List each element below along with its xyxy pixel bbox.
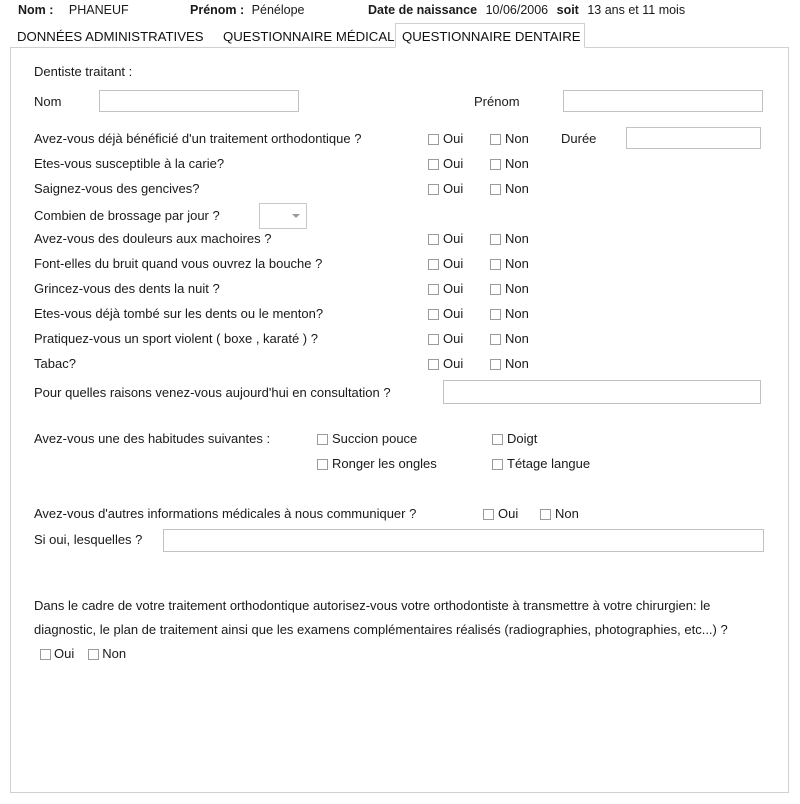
consent-no[interactable] (88, 642, 126, 666)
other-info-question: Avez-vous d'autres informations médicales à nous communiquer ? (34, 506, 417, 521)
brushing-select[interactable] (259, 203, 307, 229)
patient-prenom (190, 3, 305, 17)
checkbox-label: Succion pouce (332, 431, 418, 446)
question-label-8: Tabac? (34, 356, 76, 371)
checkbox-icon[interactable] (492, 459, 503, 470)
checkbox-icon[interactable] (88, 649, 99, 660)
checkbox-icon[interactable] (428, 159, 439, 170)
patient-header (0, 0, 800, 22)
checkbox-label: Non (505, 131, 529, 146)
question-label-5: Grincez-vous des dents la nuit ? (34, 281, 220, 296)
dentist-nom-input[interactable] (99, 90, 299, 112)
patient-nom-label: Nom : (18, 3, 54, 17)
checkbox-icon[interactable] (490, 134, 501, 145)
checkbox-label: Non (505, 306, 529, 321)
checkbox-icon[interactable] (490, 359, 501, 370)
patient-prenom-value: Pénélope (251, 3, 305, 17)
tab-questionnaire-medical[interactable] (216, 23, 401, 48)
chevron-down-icon (292, 214, 300, 218)
checkbox-icon[interactable] (428, 234, 439, 245)
question-label-2: Saignez-vous des gencives? (34, 181, 200, 196)
checkbox-icon[interactable] (490, 259, 501, 270)
checkbox-label: Non (505, 331, 529, 346)
checkbox-icon[interactable] (490, 309, 501, 320)
checkbox-icon[interactable] (317, 434, 328, 445)
checkbox-label: Non (505, 181, 529, 196)
consultation-label: Pour quelles raisons venez-vous aujourd'hui en consultation ? (34, 385, 391, 400)
question-5-yes[interactable] (428, 281, 463, 297)
checkbox-label: Oui (443, 306, 464, 321)
question-7-no[interactable] (490, 331, 529, 347)
checkbox-label: Oui (443, 331, 464, 346)
question-label-6: Etes-vous déjà tombé sur les dents ou le menton? (34, 306, 324, 321)
duration-input[interactable] (626, 127, 761, 149)
checkbox-icon[interactable] (490, 334, 501, 345)
tab-label: QUESTIONNAIRE MÉDICAL (223, 29, 395, 44)
consent-paragraph (34, 594, 764, 667)
tab-donnees-administratives[interactable] (10, 23, 211, 48)
other-info-no[interactable] (540, 506, 579, 522)
question-1-no[interactable] (490, 156, 529, 172)
checkbox-label: Oui (443, 131, 464, 146)
checkbox-icon[interactable] (428, 259, 439, 270)
checkbox-label: Oui (443, 256, 464, 271)
question-label-0: Avez-vous déjà bénéficié d'un traitement orthodontique ? (34, 131, 362, 146)
patient-birthdate (368, 3, 685, 17)
brushing-label: Combien de brossage par jour ? (34, 208, 220, 223)
question-0-no[interactable] (490, 131, 529, 147)
checkbox-label: Non (555, 506, 579, 521)
question-label-1: Etes-vous susceptible à la carie? (34, 156, 225, 171)
checkbox-icon[interactable] (492, 434, 503, 445)
other-info-detail-input[interactable] (163, 529, 764, 552)
question-2-yes[interactable] (428, 181, 463, 197)
question-1-yes[interactable] (428, 156, 463, 172)
question-0-yes[interactable] (428, 131, 463, 147)
tab-label: QUESTIONNAIRE DENTAIRE (402, 29, 581, 44)
consent-yes[interactable] (40, 642, 74, 666)
question-label-7: Pratiquez-vous un sport violent ( boxe , karaté ) ? (34, 331, 318, 346)
question-8-no[interactable] (490, 356, 529, 372)
checkbox-label: Oui (443, 231, 464, 246)
checkbox-icon[interactable] (490, 184, 501, 195)
checkbox-icon[interactable] (428, 334, 439, 345)
habit-succion-pouce[interactable] (317, 431, 417, 447)
patient-age-prefix: soit (556, 3, 579, 17)
tab-label: DONNÉES ADMINISTRATIVES (17, 29, 204, 44)
question-4-yes[interactable] (428, 256, 463, 272)
habits-label: Avez-vous une des habitudes suivantes : (34, 431, 271, 446)
checkbox-label: Oui (443, 281, 464, 296)
checkbox-label: Doigt (507, 431, 538, 446)
consent-text: Dans le cadre de votre traitement orthodontique autorisez-vous votre orthodontiste à transmettre à votre chirurgien: le diagnostic, le plan de traitement ainsi que les examens complémentaires réalisés (radiographies, photographies, etc...) ? (34, 598, 728, 637)
habit-doigt[interactable] (492, 431, 537, 447)
tab-strip (10, 23, 790, 48)
habit-ronger-les-ongles[interactable] (317, 456, 437, 472)
dentist-section-title: Dentiste traitant : (34, 64, 133, 79)
dentist-prenom-label: Prénom (474, 94, 520, 109)
checkbox-icon[interactable] (317, 459, 328, 470)
checkbox-icon[interactable] (490, 284, 501, 295)
checkbox-icon[interactable] (490, 159, 501, 170)
checkbox-label: Oui (443, 356, 464, 371)
checkbox-label: Non (102, 646, 127, 661)
checkbox-icon[interactable] (490, 234, 501, 245)
checkbox-icon[interactable] (483, 509, 494, 520)
patient-age-value: 13 ans et 11 mois (587, 3, 686, 17)
other-info-yes[interactable] (483, 506, 518, 522)
checkbox-label: Tétage langue (507, 456, 591, 471)
tab-questionnaire-dentaire[interactable] (395, 23, 585, 48)
checkbox-icon[interactable] (428, 359, 439, 370)
duration-label: Durée (561, 131, 597, 146)
checkbox-label: Non (505, 256, 529, 271)
checkbox-icon[interactable] (540, 509, 551, 520)
questionnaire-dentaire-panel (10, 47, 789, 793)
checkbox-label: Non (505, 281, 529, 296)
checkbox-label: Non (505, 231, 529, 246)
question-label-3: Avez-vous des douleurs aux machoires ? (34, 231, 272, 246)
question-2-no[interactable] (490, 181, 529, 197)
checkbox-label: Non (505, 156, 529, 171)
question-3-yes[interactable] (428, 231, 463, 247)
checkbox-icon[interactable] (428, 184, 439, 195)
other-info-detail-label: Si oui, lesquelles ? (34, 532, 143, 547)
patient-prenom-label: Prénom : (190, 3, 245, 17)
patient-birthdate-value: 10/06/2006 (485, 3, 549, 17)
checkbox-label: Oui (443, 181, 464, 196)
checkbox-label: Oui (443, 156, 464, 171)
patient-nom (18, 3, 129, 17)
question-6-no[interactable] (490, 306, 529, 322)
question-8-yes[interactable] (428, 356, 463, 372)
question-5-no[interactable] (490, 281, 529, 297)
question-label-4: Font-elles du bruit quand vous ouvrez la bouche ? (34, 256, 323, 271)
checkbox-label: Oui (498, 506, 519, 521)
checkbox-icon[interactable] (428, 284, 439, 295)
checkbox-label: Non (505, 356, 529, 371)
checkbox-label: Oui (54, 646, 75, 661)
consultation-input[interactable] (443, 380, 761, 404)
dentist-prenom-input[interactable] (563, 90, 763, 112)
habit-tetage-langue[interactable] (492, 456, 590, 472)
checkbox-icon[interactable] (40, 649, 51, 660)
question-7-yes[interactable] (428, 331, 463, 347)
checkbox-icon[interactable] (428, 309, 439, 320)
patient-birthdate-label: Date de naissance (368, 3, 478, 17)
patient-nom-value: PHANEUF (68, 3, 129, 17)
question-3-no[interactable] (490, 231, 529, 247)
checkbox-label: Ronger les ongles (332, 456, 437, 471)
question-6-yes[interactable] (428, 306, 463, 322)
question-4-no[interactable] (490, 256, 529, 272)
dentist-nom-label: Nom (34, 94, 62, 109)
checkbox-icon[interactable] (428, 134, 439, 145)
